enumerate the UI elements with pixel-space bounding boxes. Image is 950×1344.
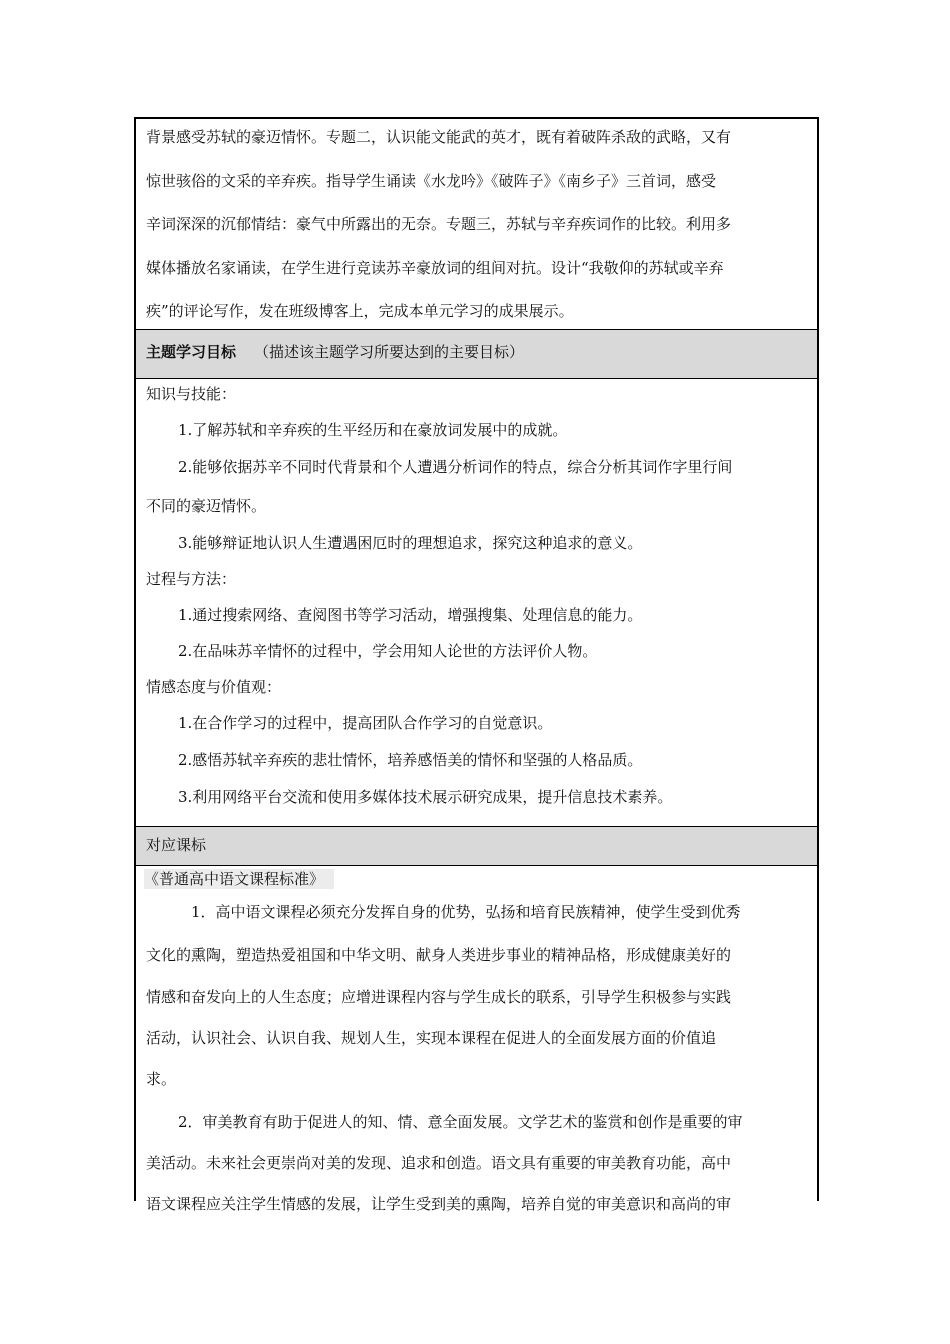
lesson-plan-table: [134, 117, 819, 1213]
goals-header: [136, 329, 817, 379]
standards-line: 美活动。未来社会更崇尚对美的发现、追求和创造。语文具有重要的审美教育功能，高中: [146, 1154, 732, 1172]
standards-line: 1．高中语文课程必须充分发挥自身的优势，弘扬和培育民族精神，使学生受到优秀: [191, 903, 741, 921]
standards-line: 活动，认识社会、认识自我、规划人生，实现本课程在促进人的全面发展方面的价值追: [146, 1029, 717, 1047]
standards-source: 《普通高中语文课程标准》: [144, 869, 334, 889]
knowledge-title: 知识与技能：: [146, 385, 237, 403]
emotion-item: 1.在合作学习的过程中，提高团队合作学习的自觉意识。: [178, 714, 553, 732]
emotion-item: 2.感悟苏轼辛弃疾的悲壮情怀，培养感悟美的情怀和坚强的人格品质。: [178, 751, 643, 769]
emotion-title: 情感态度与价值观：: [146, 678, 282, 696]
background-line: 辛词深深的沉郁情结：豪气中所露出的无奈。专题三，苏轼与辛弃疾词作的比较。利用多: [146, 215, 732, 233]
standards-title: 对应课标: [146, 836, 207, 854]
goals-cell: [136, 379, 817, 826]
background-line: 背景感受苏轼的豪迈情怀。专题二，认识能文能武的英才，既有着破阵杀敌的武略，又有: [146, 128, 732, 146]
goals-title: 主题学习目标: [146, 343, 237, 361]
background-cell: [136, 119, 817, 329]
background-line: 惊世骇俗的文采的辛弃疾。指导学生诵读《水龙吟》《破阵子》《南乡子》三首词，感受: [146, 172, 717, 190]
process-title: 过程与方法：: [146, 570, 237, 588]
knowledge-item: 2.能够依据苏辛不同时代背景和个人遭遇分析词作的特点，综合分析其词作字里行间: [178, 458, 733, 476]
process-item: 2.在品味苏辛情怀的过程中，学会用知人论世的方法评价人物。: [178, 642, 598, 660]
standards-line: 文化的熏陶，塑造热爱祖国和中华文明、献身人类进步事业的精神品格，形成健康美好的: [146, 946, 732, 964]
goals-hint: （描述该主题学习所要达到的主要目标）: [254, 343, 525, 361]
standards-header: [136, 826, 817, 866]
emotion-item: 3.利用网络平台交流和使用多媒体技术展示研究成果，提升信息技术素养。: [178, 788, 673, 806]
knowledge-item: 3.能够辩证地认识人生遭遇困厄时的理想追求，探究这种追求的意义。: [178, 534, 643, 552]
standards-line: 2．审美教育有助于促进人的知、情、意全面发展。文学艺术的鉴赏和创作是重要的审: [178, 1113, 743, 1131]
goals-header-text: [146, 342, 524, 362]
standards-cell: [136, 866, 817, 1213]
knowledge-item: 不同的豪迈情怀。: [146, 497, 267, 515]
knowledge-item: 1.了解苏轼和辛弃疾的生平经历和在豪放词发展中的成就。: [178, 421, 568, 439]
standards-line: 求。: [146, 1070, 177, 1088]
background-line: 媒体播放名家诵读，在学生进行竞读苏辛豪放词的组间对抗。设计“我敬仰的苏轼或辛弃: [146, 259, 724, 277]
process-item: 1.通过搜索网络、查阅图书等学习活动，增强搜集、处理信息的能力。: [178, 606, 643, 624]
background-line: 疾”的评论写作，发在班级博客上，完成本单元学习的成果展示。: [146, 302, 574, 320]
standards-line: 情感和奋发向上的人生态度；应增进课程内容与学生成长的联系，引导学生积极参与实践: [146, 988, 732, 1006]
standards-line: 语文课程应关注学生情感的发展，让学生受到美的熏陶，培养自觉的审美意识和高尚的审: [146, 1195, 732, 1213]
